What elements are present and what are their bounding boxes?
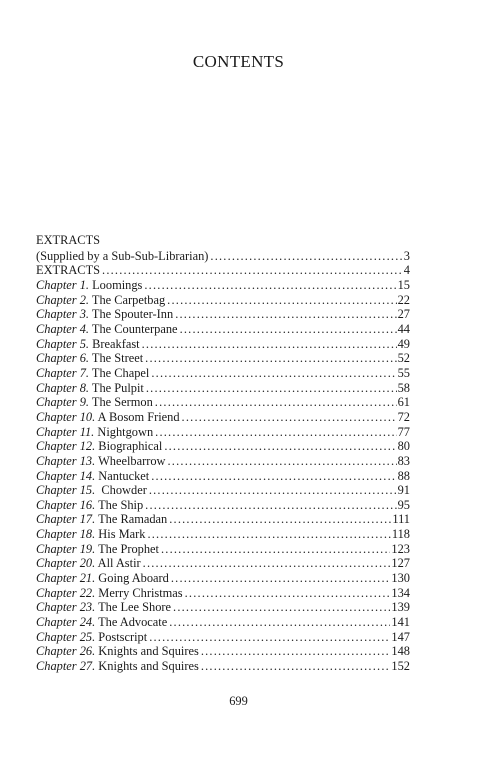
leader-dots [201, 644, 391, 659]
toc-entry-label [36, 600, 171, 615]
chapter-title: The Chapel [89, 365, 150, 380]
toc-entry-label: EXTRACTS [36, 263, 101, 278]
chapter-number: Chapter 15. [36, 483, 96, 498]
toc-entry-chapter[interactable] [36, 425, 410, 440]
toc-entry-page: 130 [391, 571, 410, 586]
chapter-title: Knights and Squires [95, 644, 199, 659]
chapter-number: Chapter 11. [36, 424, 95, 439]
toc-entry-label [36, 337, 140, 352]
chapter-number: Chapter 7. [36, 365, 90, 380]
toc-entry-label [36, 366, 149, 381]
chapter-title: Postscript [95, 629, 148, 644]
chapter-title: The Sermon [89, 395, 153, 410]
leader-dots [171, 571, 391, 586]
leader-dots [182, 410, 397, 425]
leader-dots [185, 586, 391, 601]
chapter-title: All Astir [95, 556, 141, 571]
chapter-number: Chapter 4. [36, 321, 90, 336]
toc-entry-page: 127 [391, 556, 410, 571]
leader-dots [155, 425, 396, 440]
table-of-contents [36, 233, 410, 674]
toc-entry-chapter[interactable] [36, 542, 410, 557]
chapter-number: Chapter 9. [36, 395, 90, 410]
chapter-title: The Carpetbag [89, 292, 166, 307]
toc-entry-page: 15 [397, 277, 410, 292]
toc-entry-label [36, 527, 145, 542]
toc-entry-chapter[interactable] [36, 571, 410, 586]
chapter-number: Chapter 16. [36, 497, 96, 512]
toc-entry-chapter[interactable] [36, 366, 410, 381]
leader-dots [142, 337, 397, 352]
toc-entry-chapter[interactable] [36, 454, 410, 469]
toc-entry-label [36, 439, 162, 454]
toc-entry-label [36, 322, 178, 337]
chapter-number: Chapter 8. [36, 380, 90, 395]
toc-entry-chapter[interactable] [36, 337, 410, 352]
chapter-title: Merry Christmas [95, 585, 183, 600]
toc-entry-label [36, 644, 199, 659]
toc-entry-label [36, 659, 199, 674]
leader-dots [168, 454, 397, 469]
toc-entry-label [36, 395, 153, 410]
toc-entry-chapter[interactable] [36, 381, 410, 396]
chapter-number: Chapter 12. [36, 439, 96, 454]
chapter-number: Chapter 23. [36, 600, 96, 615]
toc-entry-label [36, 307, 173, 322]
leader-dots [149, 483, 397, 498]
toc-entry-page: 52 [397, 351, 410, 366]
chapter-title: The Counterpane [89, 321, 178, 336]
leader-dots [173, 600, 390, 615]
toc-entry-page: 123 [391, 541, 410, 556]
toc-entry-chapter[interactable] [36, 278, 410, 293]
toc-entry-page: 58 [397, 380, 410, 395]
leader-dots [151, 366, 396, 381]
leader-dots [155, 395, 397, 410]
toc-entry-label [36, 351, 143, 366]
chapter-number: Chapter 25. [36, 629, 96, 644]
toc-entry-label [36, 498, 143, 513]
toc-entry-page: 88 [397, 468, 410, 483]
chapter-title: The Ramadan [95, 512, 168, 527]
chapter-title: The Street [89, 351, 144, 366]
toc-entry-supplied[interactable] [36, 249, 410, 264]
toc-entry-label [36, 630, 147, 645]
chapter-title: The Advocate [95, 615, 168, 630]
toc-entry-page: 72 [397, 409, 410, 424]
toc-entry-page: 95 [397, 497, 410, 512]
toc-entry-page: 55 [397, 365, 410, 380]
chapter-number: Chapter 18. [36, 527, 96, 542]
chapter-number: Chapter 22. [36, 585, 96, 600]
leader-dots [161, 542, 390, 557]
leader-dots [149, 630, 390, 645]
toc-entry-chapter[interactable] [36, 659, 410, 674]
toc-entry-page: 49 [397, 336, 410, 351]
toc-entry-chapter[interactable] [36, 483, 410, 498]
chapter-number: Chapter 27. [36, 659, 96, 674]
chapter-number: Chapter 1. [36, 277, 90, 292]
chapter-title: The Pulpit [89, 380, 144, 395]
toc-entry-label [36, 454, 166, 469]
leader-dots [145, 498, 396, 513]
toc-entry-page: 111 [392, 512, 410, 527]
toc-entry-chapter[interactable] [36, 615, 410, 630]
toc-entry-page: 91 [397, 483, 410, 498]
toc-entry-label [36, 483, 147, 498]
toc-entry-extracts[interactable] [36, 263, 410, 278]
chapter-title: Biographical [95, 439, 163, 454]
toc-entry-chapter[interactable] [36, 527, 410, 542]
leader-dots [169, 615, 390, 630]
toc-entry-page: 3 [403, 248, 410, 263]
chapter-number: Chapter 3. [36, 307, 90, 322]
toc-entry-chapter[interactable] [36, 600, 410, 615]
toc-entry-label [36, 542, 159, 557]
toc-entry-chapter[interactable] [36, 351, 410, 366]
toc-entry-page: 77 [397, 424, 410, 439]
chapter-number: Chapter 20. [36, 556, 96, 571]
chapter-number: Chapter 19. [36, 541, 96, 556]
toc-entry-chapter[interactable] [36, 644, 410, 659]
toc-entry-label [36, 293, 165, 308]
toc-entry-chapter[interactable] [36, 586, 410, 601]
toc-entry-label [36, 469, 149, 484]
toc-entry-label [36, 425, 153, 440]
chapter-number: Chapter 6. [36, 351, 90, 366]
toc-entry-chapter[interactable] [36, 439, 410, 454]
toc-entry-page: 152 [391, 659, 410, 674]
chapter-title: His Mark [95, 527, 146, 542]
extracts-heading: EXTRACTS [36, 233, 101, 247]
toc-entry-page: 83 [397, 453, 410, 468]
toc-entry-label [36, 512, 167, 527]
chapter-title: Going Aboard [95, 571, 169, 586]
toc-entry-label [36, 410, 180, 425]
toc-entry-label [36, 556, 141, 571]
toc-entry-label: (Supplied by a Sub-Sub-Librarian) [36, 248, 209, 263]
toc-entry-page: 134 [391, 585, 410, 600]
chapter-number: Chapter 10. [36, 409, 96, 424]
chapter-number: Chapter 17. [36, 512, 96, 527]
chapter-title: The Prophet [95, 541, 159, 556]
leader-dots [146, 381, 397, 396]
toc-entry-page: 61 [397, 395, 410, 410]
toc-entry-chapter[interactable] [36, 307, 410, 322]
chapter-number: Chapter 2. [36, 292, 90, 307]
toc-entry-page: 4 [403, 263, 410, 278]
toc-entry-page: 27 [397, 307, 410, 322]
chapter-title: Breakfast [89, 336, 140, 351]
toc-entry-chapter[interactable] [36, 512, 410, 527]
toc-entry-chapter[interactable] [36, 410, 410, 425]
toc-entry-chapter[interactable] [36, 395, 410, 410]
leader-dots [144, 278, 396, 293]
toc-entry-chapter[interactable] [36, 556, 410, 571]
toc-entry-label [36, 615, 167, 630]
toc-entry-chapter[interactable] [36, 293, 410, 308]
chapter-number: Chapter 26. [36, 644, 96, 659]
page-title: CONTENTS [192, 52, 285, 71]
page-number: 699 [229, 694, 248, 708]
leader-dots [164, 439, 396, 454]
toc-entry-label [36, 278, 142, 293]
toc-entry-page: 139 [391, 600, 410, 615]
toc-entry-page: 118 [391, 527, 410, 542]
toc-entry-page: 44 [397, 321, 410, 336]
leader-dots [180, 322, 397, 337]
chapter-number: Chapter 13. [36, 453, 96, 468]
leader-dots [201, 659, 391, 674]
toc-entry-label [36, 586, 183, 601]
chapter-number: Chapter 24. [36, 615, 96, 630]
leader-dots [167, 293, 396, 308]
toc-entry-page: 22 [397, 292, 410, 307]
chapter-title: Loomings [89, 277, 143, 292]
toc-entry-label [36, 571, 169, 586]
leader-dots [210, 249, 402, 264]
toc-entry-page: 148 [391, 644, 410, 659]
toc-entry-chapter[interactable] [36, 322, 410, 337]
chapter-title: The Lee Shore [95, 600, 172, 615]
toc-entry-label [36, 381, 144, 396]
chapter-title: Wheelbarrow [95, 453, 166, 468]
chapter-list [36, 278, 410, 674]
leader-dots [175, 307, 396, 322]
leader-dots [102, 263, 403, 278]
toc-entry-chapter[interactable] [36, 630, 410, 645]
chapter-title: Nantucket [95, 468, 150, 483]
chapter-number: Chapter 14. [36, 468, 96, 483]
toc-entry-chapter[interactable] [36, 498, 410, 513]
leader-dots [147, 527, 390, 542]
toc-entry-page: 141 [391, 615, 410, 630]
toc-entry-page: 80 [397, 439, 410, 454]
leader-dots [145, 351, 396, 366]
chapter-title: Nightgown [94, 424, 154, 439]
leader-dots [151, 469, 396, 484]
chapter-title: Knights and Squires [95, 659, 199, 674]
chapter-title: The Ship [95, 497, 144, 512]
leader-dots [169, 512, 391, 527]
chapter-number: Chapter 5. [36, 336, 90, 351]
leader-dots [143, 556, 391, 571]
chapter-title: The Spouter-Inn [89, 307, 174, 322]
chapter-title: A Bosom Friend [95, 409, 180, 424]
toc-entry-chapter[interactable] [36, 469, 410, 484]
chapter-number: Chapter 21. [36, 571, 96, 586]
chapter-title: Chowder [95, 483, 147, 498]
toc-entry-page: 147 [391, 629, 410, 644]
